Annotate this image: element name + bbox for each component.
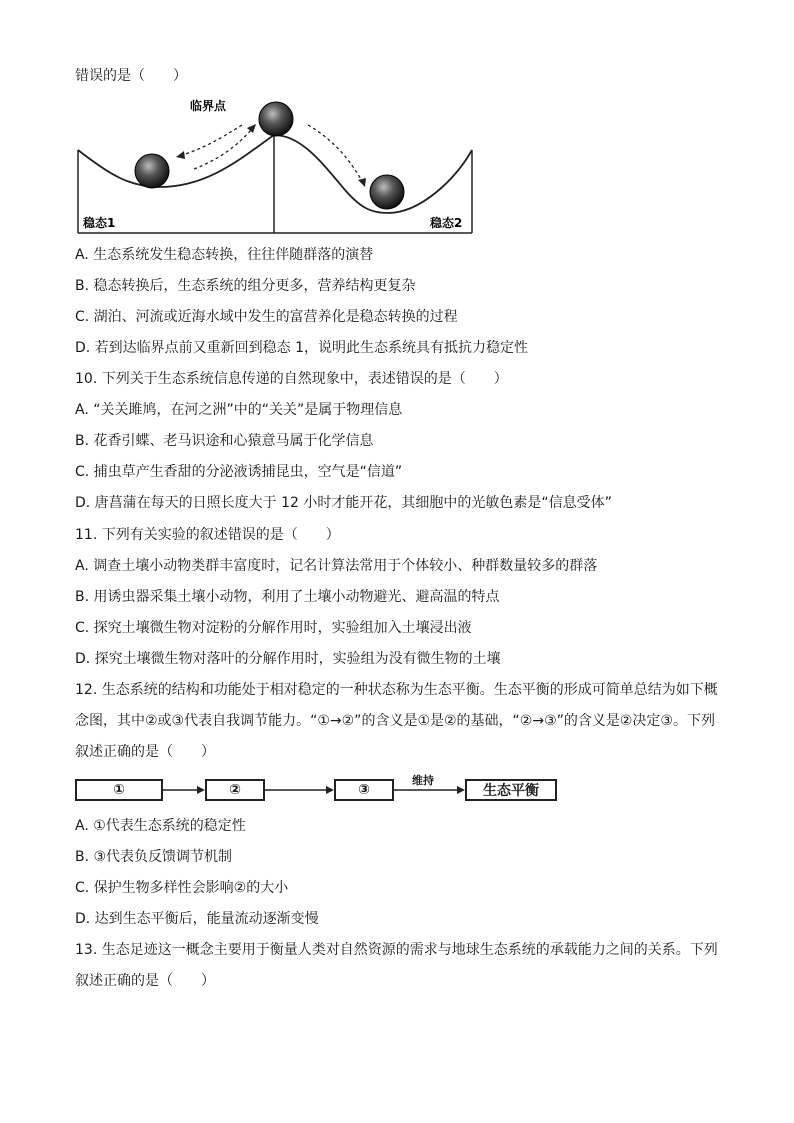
stable-state-figure <box>70 95 480 235</box>
ball-critical <box>259 102 293 136</box>
q13-stem: 13. 生态足迹这一概念主要用于衡量人类对自然资源的需求与地球生态系统的承载能力之间的关系。下列叙述正确的是（ ） <box>75 942 718 989</box>
q10-stem: 10. 下列关于生态系统信息传递的自然现象中，表述错误的是（ ） <box>75 371 508 387</box>
q11-option-d: D. 探究土壤微生物对落叶的分解作用时，实验组为没有微生物的土壤 <box>75 651 501 667</box>
critical-point-label: 临界点 <box>190 99 227 113</box>
q11-option-b: B. 用诱虫器采集土壤小动物，利用了土壤小动物避光、避高温的特点 <box>75 589 500 605</box>
q12-option-b: B. ③代表负反馈调节机制 <box>75 849 233 865</box>
q12-option-a: A. ①代表生态系统的稳定性 <box>75 818 246 834</box>
q12-option-c: C. 保护生物多样性会影响②的大小 <box>75 880 289 896</box>
q11-option-c: C. 探究土壤微生物对淀粉的分解作用时，实验组加入土壤浸出液 <box>75 620 472 636</box>
q12-option-d: D. 达到生态平衡后，能量流动逐渐变慢 <box>75 911 319 927</box>
q10-option-b: B. 花香引蝶、老马识途和心猿意马属于化学信息 <box>75 433 374 449</box>
state1-label: 稳态1 <box>83 216 116 230</box>
q10-option-d: D. 唐菖蒲在每天的日照长度大于 12 小时才能开花，其细胞中的光敏色素是“信息受体” <box>75 495 612 511</box>
diagram-box-4: 生态平衡 <box>465 779 557 801</box>
q9-stem-tail: 错误的是（ ） <box>75 68 187 84</box>
diagram-arrows <box>0 770 794 810</box>
q9-option-a: A. 生态系统发生稳态转换，往往伴随群落的演替 <box>75 247 374 263</box>
state2-label: 稳态2 <box>430 216 463 230</box>
diagram-box-2: ② <box>205 779 265 801</box>
q10-option-c: C. 捕虫草产生香甜的分泌液诱捕昆虫，空气是“信道” <box>75 464 403 480</box>
q11-option-a: A. 调查土壤小动物类群丰富度时，记名计算法常用于个体较小、种群数量较多的群落 <box>75 558 598 574</box>
q9-option-d: D. 若到达临界点前又重新回到稳态 1，说明此生态系统具有抵抗力稳定性 <box>75 340 529 356</box>
q10-option-a: A. “关关雎鸠，在河之洲”中的“关关”是属于物理信息 <box>75 402 403 418</box>
q12-stem: 12. 生态系统的结构和功能处于相对稳定的一种状态称为生态平衡。生态平衡的形成可简单总结为如下概念图，其中②或③代表自我调节能力。“①→②”的含义是①是②的基础，“②→③”的含义是②决定③。下列叙述正确的是（ ） <box>75 682 718 760</box>
ball-state2 <box>370 175 404 209</box>
ball-state1 <box>135 154 169 188</box>
q9-option-c: C. 湖泊、河流或近海水域中发生的富营养化是稳态转换的过程 <box>75 309 458 325</box>
diagram-box-3: ③ <box>334 779 394 801</box>
diagram-box-1: ① <box>75 779 163 801</box>
q11-stem: 11. 下列有关实验的叙述错误的是（ ） <box>75 527 340 543</box>
q9-option-b: B. 稳态转换后，生态系统的组分更多，营养结构更复杂 <box>75 278 416 294</box>
diagram-arrow-label: 维持 <box>412 774 434 787</box>
